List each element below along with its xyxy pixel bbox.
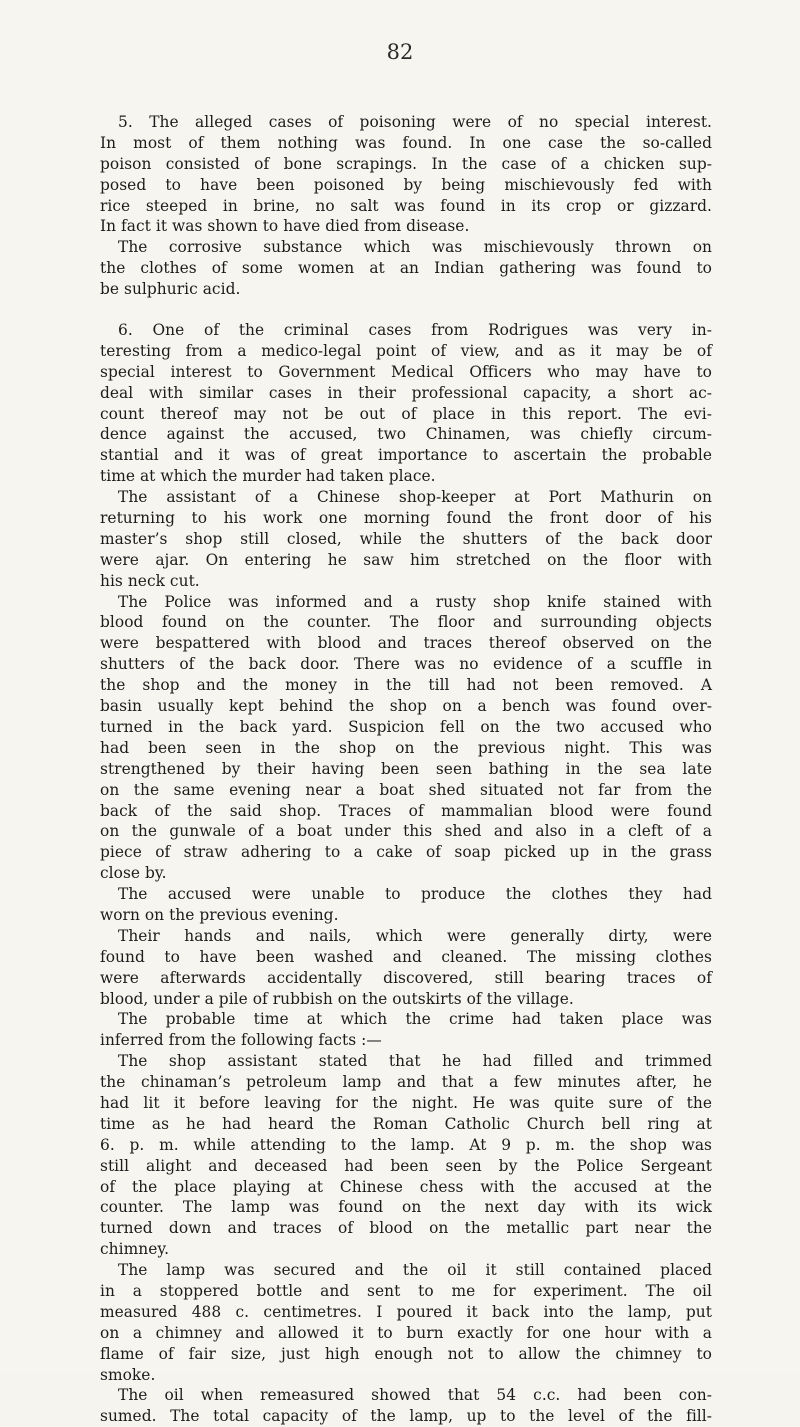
text-line: be sulphuric acid.: [100, 280, 241, 299]
page-number: 82: [386, 40, 414, 64]
text-line: measured 488 c. centimetres. I poured it back into the lamp, put: [100, 1302, 712, 1321]
text-line: inferred from the following facts :—: [100, 1031, 382, 1050]
text-line: were ajar. On entering he saw him stretched on the floor with: [100, 550, 712, 569]
text-line: chimney.: [100, 1240, 170, 1259]
text-line: The lamp was secured and the oil it still contained placed: [118, 1261, 712, 1280]
text-line: smoke.: [100, 1365, 156, 1384]
text-line: 6. One of the criminal cases from Rodrigues was very in-: [118, 321, 712, 340]
text-line: counter. The lamp was found on the next day with its wick: [100, 1198, 712, 1217]
text-line: on a chimney and allowed it to burn exactly for one hour with a: [100, 1323, 712, 1342]
text-line: The assistant of a Chinese shop-keeper at Port Mathurin on: [118, 488, 712, 507]
text-line: blood found on the counter. The floor and surrounding objects: [100, 613, 712, 632]
text-line: The oil when remeasured showed that 54 c.c. had been con-: [118, 1386, 712, 1405]
text-line: strengthened by their having been seen bathing in the sea late: [100, 759, 712, 778]
text-line: dence against the accused, two Chinamen, was chiefly circum-: [100, 425, 712, 444]
text-line: returning to his work one morning found the front door of his: [100, 509, 712, 528]
text-line: count thereof may not be out of place in this report. The evi-: [100, 404, 712, 423]
text-line: still alight and deceased had been seen by the Police Sergeant: [100, 1156, 712, 1175]
text-line: The shop assistant stated that he had filled and trimmed: [118, 1052, 712, 1071]
text-line: Their hands and nails, which were generally dirty, were: [118, 926, 712, 945]
body-text: [100, 112, 712, 1427]
text-line: piece of straw adhering to a cake of soap picked up in the grass: [100, 843, 712, 862]
text-line: had lit it before leaving for the night. He was quite sure of the: [100, 1093, 712, 1112]
text-line: in a stoppered bottle and sent to me for experiment. The oil: [100, 1281, 712, 1300]
text-line: The corrosive substance which was mischievously thrown on: [118, 238, 712, 257]
text-line: of the place playing at Chinese chess with the accused at the: [100, 1177, 712, 1196]
text-line: sumed. The total capacity of the lamp, up to the level of the fill-: [100, 1407, 712, 1426]
text-line: had been seen in the shop on the previous night. This was: [100, 738, 712, 757]
text-line: The probable time at which the crime had taken place was: [118, 1010, 712, 1029]
text-line: basin usually kept behind the shop on a bench was found over-: [100, 697, 712, 716]
text-line: time as he had heard the Roman Catholic Church bell ring at: [100, 1114, 712, 1133]
text-line: 6. p. m. while attending to the lamp. At 9 p. m. the shop was: [100, 1135, 712, 1154]
text-line: deal with similar cases in their professional capacity, a short ac-: [100, 383, 712, 402]
text-line: In fact it was shown to have died from disease.: [100, 217, 470, 236]
text-line: his neck cut.: [100, 571, 200, 590]
text-line: teresting from a medico-legal point of view, and as it may be of: [100, 341, 712, 360]
text-line: back of the said shop. Traces of mammalian blood were found: [100, 801, 712, 820]
text-line: on the same evening near a boat shed situated not far from the: [100, 780, 712, 799]
text-line: In most of them nothing was found. In one case the so-called: [100, 133, 712, 152]
text-line: rice steeped in brine, no salt was found in its crop or gizzard.: [100, 196, 712, 215]
text-line: flame of fair size, just high enough not to allow the chimney to: [100, 1344, 712, 1363]
text-line: the clothes of some women at an Indian gathering was found to: [100, 259, 712, 278]
text-line: close by.: [100, 864, 167, 883]
text-line: shutters of the back door. There was no evidence of a scuffle in: [100, 655, 712, 674]
text-line: were afterwards accidentally discovered, still bearing traces of: [100, 968, 712, 987]
text-line: worn on the previous evening.: [100, 905, 339, 924]
text-line: special interest to Government Medical Officers who may have to: [100, 362, 712, 381]
text-line: stantial and it was of great importance to ascertain the probable: [100, 446, 712, 465]
text-line: posed to have been poisoned by being mischievously fed with: [100, 175, 712, 194]
text-line: time at which the murder had taken place.: [100, 467, 436, 486]
text-line: poison consisted of bone scrapings. In the case of a chicken sup-: [100, 154, 712, 173]
text-line: The Police was informed and a rusty shop knife stained with: [118, 592, 712, 611]
text-line: turned in the back yard. Suspicion fell on the two accused who: [100, 717, 712, 736]
text-line: the shop and the money in the till had not been removed. A: [100, 676, 712, 695]
text-line: 5. The alleged cases of poisoning were of no special interest.: [118, 113, 712, 131]
text-line: found to have been washed and cleaned. The missing clothes: [100, 947, 712, 966]
text-line: the chinaman’s petroleum lamp and that a few minutes after, he: [100, 1073, 712, 1092]
text-line: blood, under a pile of rubbish on the outskirts of the village.: [100, 989, 574, 1008]
text-line: on the gunwale of a boat under this shed and also in a cleft of a: [100, 822, 712, 841]
text-line: turned down and traces of blood on the metallic part near the: [100, 1219, 712, 1238]
text-line: The accused were unable to produce the clothes they had: [118, 885, 712, 904]
text-line: master’s shop still closed, while the shutters of the back door: [100, 529, 712, 548]
text-line: were bespattered with blood and traces thereof observed on the: [100, 634, 712, 653]
